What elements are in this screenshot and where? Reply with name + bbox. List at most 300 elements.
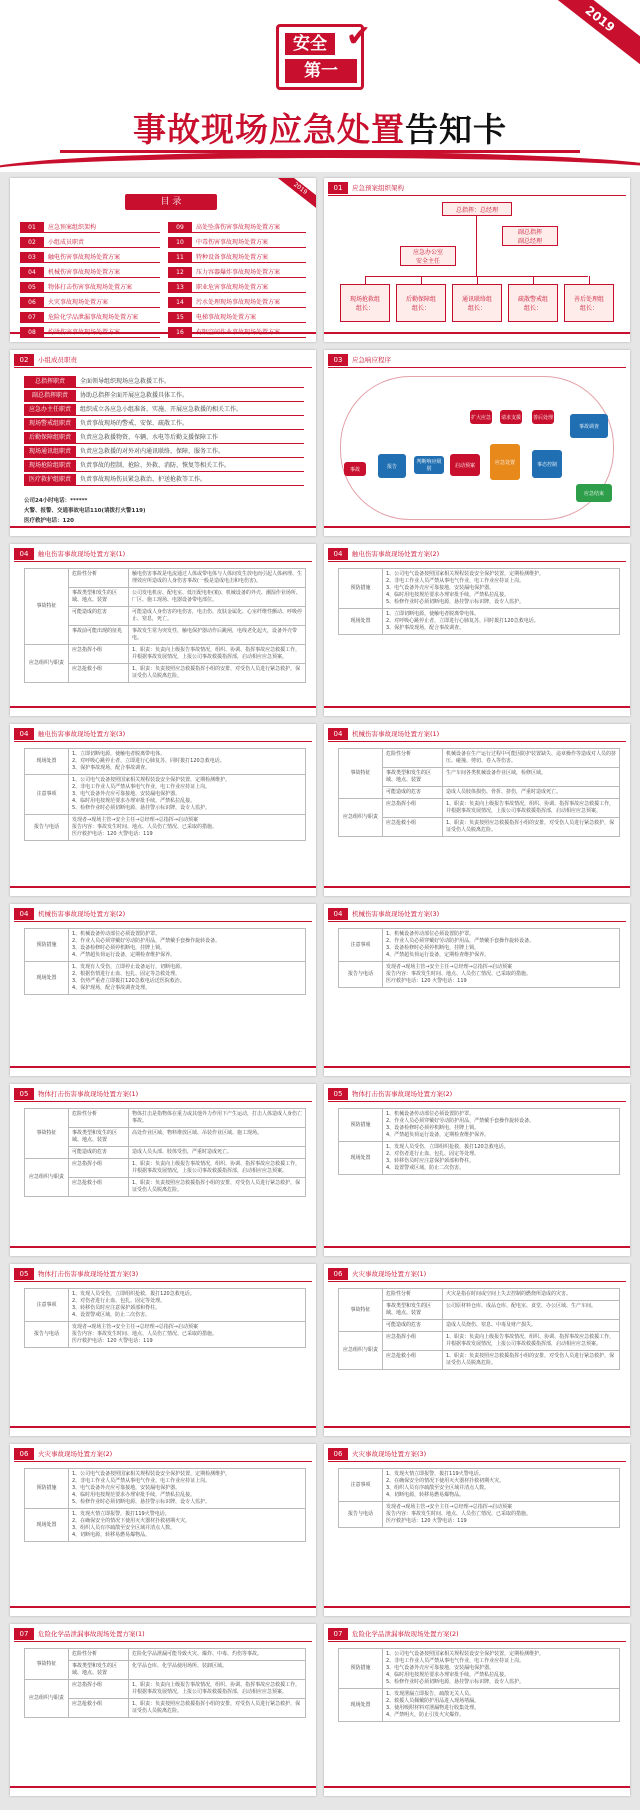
section-title: 应急预案组织架构: [352, 184, 404, 192]
row-label: 应急抢救小组: [69, 1699, 129, 1718]
toc-item[interactable]: [20, 282, 160, 293]
row-text: 1、机械设备传动部位必须设置防护罩。 2、作业人员必须穿戴好劳动防护用品，严禁戴手套操作旋转设备。 3、设备检修时必须停机断电，挂牌上锁。 4、严禁超负荷运行设备，定期检查维护保养。: [69, 929, 306, 962]
toc-label: 电梯事故现场处置方案: [196, 314, 257, 321]
panel-footer: [10, 1426, 316, 1436]
row-text: 1、公司电气设备按照国家相关规程装设安全保护装置，定期检测维护。 2、非电工作业人员严禁从事电气作业，电工作业应持证上岗。 3、电气设备外壳应可靠接地，安装漏电保护器。 4、临时用电按规范要求办理审批手续，严禁私拉乱接。 5、检修作业时必须切断电源，悬挂警示标识牌，设专人监护。: [383, 569, 620, 609]
plan-table: [338, 568, 620, 635]
section-title: 物体打击伤害事故现场处置方案(2): [352, 1090, 453, 1098]
section-title: 火灾事故现场处置方案(1): [352, 1270, 427, 1278]
org-group: 疏散警戒组 组长：: [508, 284, 558, 322]
row-label: 可能造成的危害: [383, 1320, 443, 1332]
row-text: 1、职责：负责按照应急救援指挥小组的安排，对受伤人员进行紧急救护，保证受伤人员脱离危险。: [443, 818, 620, 837]
toc-item[interactable]: [20, 252, 160, 263]
toc-number: 01: [20, 222, 44, 233]
flow-container: [340, 376, 614, 520]
toc-label: 有限空间作业事故现场处置方案: [196, 329, 281, 336]
plan-table: [24, 1288, 306, 1348]
toc-number: 16: [168, 327, 192, 338]
section-title: 小组成员职责: [38, 356, 77, 364]
panel-footer: [10, 1246, 316, 1256]
section-title: 火灾事故现场处置方案(3): [352, 1450, 427, 1458]
row-text: 1、立即切断电源，使触电者脱离带电体。 2、对呼吸心跳停止者，立即进行心肺复苏，同时拨打120急救电话。 3、保护事故现场，配合事故调查。: [69, 749, 306, 775]
table-row: [339, 609, 620, 635]
plan-table: [24, 1648, 306, 1718]
table-row: [25, 1649, 306, 1661]
plan-panel: [324, 724, 630, 896]
toc-label: 应急预案组织架构: [48, 224, 97, 231]
row-text: 化学品仓库、化学品使用场所、装卸区域。: [129, 1661, 306, 1680]
row-text: 触电伤害事故是电流通过人体或带电体与人体间发生放电而引起人体病理、生理效应所造成的人身伤害事故(一般是造成电击和电伤害)。: [129, 569, 306, 588]
row-text: 1、立即切断电源，使触电者脱离带电体。 2、对呼吸心跳停止者，立即进行心肺复苏，同时拨打120急救电话。 3、保护事故现场，配合事故调查。: [383, 609, 620, 635]
duty-row: [24, 418, 304, 430]
row-text: 1、职责：负责向上级报告事故情况，组织、协调、指挥事故应急救援工作，并根据事故发展情况，上报公司事故救援指挥部，启动相应应急预案。: [443, 799, 620, 818]
flow-node: 报告: [378, 454, 406, 478]
toc-label: 高处坠落伤害事故现场处置方案: [196, 224, 281, 231]
toc-item[interactable]: [20, 222, 160, 233]
header-line: [14, 561, 312, 562]
row-label: 应急抢救小组: [383, 1351, 443, 1370]
toc-item[interactable]: [20, 237, 160, 248]
toc-label: 特种设备事故现场处置方案: [196, 254, 269, 261]
section-number: 03: [328, 354, 348, 366]
plan-content: [24, 568, 306, 702]
badge-top: 安全: [285, 33, 335, 55]
row-text: 1、公司电气设备按照国家相关规程装设安全保护装置，定期检测维护。 2、非电工作业人员严禁从事电气作业，电工作业应持证上岗。 3、电气设备外壳应可靠接地，安装漏电保护器。 4、临时用电按规范要求办理审批手续，严禁私拉乱接。 5、检修作业时必须切断电源，悬挂警示标识牌，设专人监护。: [383, 1649, 620, 1689]
toc-number: 04: [20, 267, 44, 278]
header-line: [14, 1641, 312, 1642]
row-text: 发现者→现场主管→安全主任→总经理→总指挥→启动预案 报告内容：事故发生时间、地点、人员伤亡情况、已采取的措施。 医疗救护电话：120 火警电话：119: [383, 962, 620, 988]
row-text: 1、职责：负责按照应急救援指挥小组的安排，对受伤人员进行紧急救护，保证受伤人员脱离危险。: [129, 664, 306, 683]
duty-label: 现场警戒组职责: [24, 418, 76, 430]
duty-row: [24, 460, 304, 472]
section-number: 04: [14, 548, 34, 560]
header-line: [14, 1281, 312, 1282]
row-text: 发现者→现场主管→安全主任→总经理→总指挥→启动预案 报告内容：事故发生时间、地点、人员伤亡情况、已采取的措施。 医疗救护电话：120 火警电话：119: [69, 1322, 306, 1348]
duty-label: 总指挥职责: [24, 376, 76, 388]
table-row: [339, 1109, 620, 1142]
section-label: 预防措施: [339, 1109, 383, 1142]
section-label: 事故特征: [25, 1109, 69, 1159]
plan-content: [338, 1468, 620, 1602]
plan-content: [338, 1108, 620, 1242]
toc-label: 危险化学品泄漏事故现场处置方案: [48, 314, 139, 321]
row-text: 1、职责：负责向上级报告事故情况，组织、协调、指挥事故应急救援工作，并根据事故发展情况，上报公司事故救援指挥部，启动相应应急预案。: [129, 1159, 306, 1178]
row-label: 事故类型和发生的区域、地点、装置: [69, 1661, 129, 1680]
header-line: [14, 921, 312, 922]
flow-panel: [324, 350, 630, 536]
row-label: 危险性分析: [69, 569, 129, 588]
row-label: 应急指挥小组: [69, 1159, 129, 1178]
phone-line-1: 公司24小时电话：******: [24, 498, 88, 504]
section-label: 现场处置: [25, 1509, 69, 1542]
plan-panel: [10, 1624, 316, 1796]
row-text: 发现者→现场主管→安全主任→总经理→总指挥→启动预案 报告内容：事故发生时间、地点、人员伤亡情况、已采取的措施。 医疗救护电话：120 火警电话：119: [383, 1502, 620, 1528]
toc-number: 07: [20, 312, 44, 323]
flow-node: 事故: [344, 462, 366, 476]
duty-row: [24, 376, 304, 388]
plan-panel: [324, 544, 630, 716]
toc-number: 13: [168, 282, 192, 293]
connector: [365, 276, 366, 284]
toc-item[interactable]: [168, 267, 306, 278]
check-icon: ✔: [345, 19, 371, 54]
section-number: 01: [328, 182, 348, 194]
plan-content: [24, 1468, 306, 1602]
page-title: [60, 104, 580, 149]
row-label: 危险性分析: [69, 1649, 129, 1661]
duty-text: 组织成立各应急小组准备、实施、开展应急救援的相关工作。: [80, 406, 243, 413]
section-number: 04: [328, 728, 348, 740]
plan-panel: [324, 904, 630, 1076]
row-label: 事故类型和发生的区域、地点、装置: [383, 768, 443, 787]
duty-text: 负责应急救援的对外对内通讯联络、保障、服务工作。: [80, 448, 225, 455]
toc-number: 14: [168, 297, 192, 308]
header-line: [14, 741, 312, 742]
duty-text: 全面领导组织现场应急救援工作。: [80, 378, 171, 385]
section-label: 现场处置: [25, 962, 69, 995]
section-title: 火灾事故现场处置方案(2): [38, 1450, 113, 1458]
table-row: [339, 1649, 620, 1689]
table-row: [339, 1689, 620, 1722]
toc-item[interactable]: [20, 267, 160, 278]
section-label: 现场处置: [339, 1689, 383, 1722]
row-text: 1、公司电气设备按照国家相关规程装设安全保护装置，定期检测维护。 2、非电工作业人员严禁从事电气作业，电工作业应持证上岗。 3、电气设备外壳应可靠接地，安装漏电保护器。 4、临时用电按规范要求办理审批手续，严禁私拉乱接。 5、检修作业时必须切断电源，悬挂警示标识牌，设专人监护。: [69, 775, 306, 815]
row-label: 事故类型和发生的区域、地点、装置: [69, 588, 129, 607]
plan-panel: [10, 904, 316, 1076]
toc-item[interactable]: [168, 297, 306, 308]
org-group: 善后处理组 组长：: [564, 284, 614, 322]
section-title: 物体打击伤害事故现场处置方案(1): [38, 1090, 139, 1098]
table-row: [339, 1502, 620, 1528]
table-row: [339, 1289, 620, 1301]
duty-row: [24, 432, 304, 444]
section-label: 应急组织与职责: [25, 1159, 69, 1197]
section-number: 06: [14, 1448, 34, 1460]
row-label: 应急指挥小组: [69, 1680, 129, 1699]
duty-label: 副总指挥职责: [24, 390, 76, 402]
row-text: 物体打击是指物体在重力或其他外力作用下产生运动，打击人体造成人身伤亡事故。: [129, 1109, 306, 1128]
title-red: 事故现场应急处置: [133, 110, 405, 149]
plan-panel: [10, 724, 316, 896]
table-row: [339, 1469, 620, 1502]
table-row: [339, 749, 620, 768]
table-row: [339, 1142, 620, 1175]
connector: [589, 276, 590, 284]
toc-item[interactable]: [168, 222, 306, 233]
panel-footer: [324, 1606, 630, 1616]
panel-footer: [10, 886, 316, 896]
row-text: 事故发生常为突发性，触电保护器动作后跳闸，电线老化起火，设备外壳带电。: [129, 626, 306, 645]
plan-table: [24, 568, 306, 683]
plan-content: [338, 748, 620, 882]
row-text: 1、发现人员受伤，立即组织抢救，拨打120急救电话。 2、对伤者进行止血、包扎、固定等处理。 3、转移伤员时应注意保护颈部和脊柱。 4、设置警戒区域，防止二次伤害。: [69, 1289, 306, 1322]
toc-label: 灼烫伤害事故现场处置方案: [48, 329, 121, 336]
plan-content: [24, 1108, 306, 1242]
section-title: 物体打击伤害事故现场处置方案(3): [38, 1270, 139, 1278]
toc-number: 12: [168, 267, 192, 278]
plan-content: [24, 748, 306, 882]
flow-node: 应急结束: [576, 484, 612, 502]
section-title: 触电伤害事故现场处置方案(1): [38, 550, 126, 558]
toc-item[interactable]: [168, 237, 306, 248]
section-label: 现场处置: [339, 1142, 383, 1175]
flow-node: 应急处置: [490, 444, 520, 480]
connector: [421, 276, 422, 284]
toc-year-ribbon: 2019: [273, 178, 316, 211]
section-number: 06: [328, 1268, 348, 1280]
plan-content: [24, 1288, 306, 1422]
plan-panel: [324, 1444, 630, 1616]
section-label: 应急组织与职责: [339, 799, 383, 837]
table-row: [339, 1332, 620, 1351]
section-label: 现场处置: [25, 749, 69, 775]
row-text: 公司发电机房、配电室、低压配电柜(箱)、机械设备的外壳、潮湿作业场所、厂区、施工现场、电器设备带电部位。: [129, 588, 306, 607]
org-panel: [324, 178, 630, 342]
toc-number: 05: [20, 282, 44, 293]
toc-number: 02: [20, 237, 44, 248]
section-label: 注意事项: [25, 775, 69, 815]
row-text: 1、职责：负责按照应急救援指挥小组的安排，对受伤人员进行紧急救护，保证受伤人员脱离危险。: [129, 1699, 306, 1718]
toc-panel: [10, 178, 316, 342]
table-row: [339, 799, 620, 818]
table-row: [339, 962, 620, 988]
connector: [476, 216, 477, 276]
section-label: 预防措施: [25, 1469, 69, 1509]
section-label: 注意事项: [339, 929, 383, 962]
toc-item[interactable]: [168, 282, 306, 293]
flow-node: 事态控制: [532, 450, 562, 478]
phone-line-3: 医疗救护电话：120: [24, 518, 74, 524]
row-label: 应急指挥小组: [383, 1332, 443, 1351]
table-row: [25, 1159, 306, 1178]
table-row: [25, 749, 306, 775]
duty-text: 负责事故现场的警戒、安保、疏散工作。: [80, 420, 189, 427]
panel-footer: [324, 1066, 630, 1076]
duty-label: 后勤保障组职责: [24, 432, 76, 444]
flow-node: 事故调查: [570, 414, 608, 438]
plan-panel: [10, 544, 316, 716]
badge-bottom: 第一: [285, 59, 357, 83]
org-office: 应急办公室 安全主任: [400, 246, 456, 266]
header-line: [328, 195, 626, 196]
toc-number: 09: [168, 222, 192, 233]
panel-footer: [324, 526, 630, 536]
plan-panel: [324, 1624, 630, 1796]
table-row: [25, 929, 306, 962]
toc-number: 10: [168, 237, 192, 248]
plan-content: [24, 1648, 306, 1782]
plan-table: [338, 1288, 620, 1370]
header-line: [328, 741, 626, 742]
section-label: 应急组织与职责: [25, 645, 69, 683]
plan-table: [24, 1108, 306, 1197]
section-number: 04: [14, 908, 34, 920]
header-line: [328, 367, 626, 368]
panel-footer: [324, 886, 630, 896]
toc-title: 目 录: [125, 194, 217, 210]
panel-footer: [10, 1786, 316, 1796]
row-text: 1、发现火情立即报警，拨打119火警电话。 2、在确保安全的情况下使用灭火器材扑救初期火灾。 3、组织人员有序疏散至安全区域并清点人数。 4、切断电源，转移易燃易爆物品。: [383, 1469, 620, 1502]
row-label: 事故类型和发生的区域、地点、装置: [383, 1301, 443, 1320]
duty-label: 现场通讯组职责: [24, 446, 76, 458]
table-row: [25, 1322, 306, 1348]
title-black: 告知卡: [405, 110, 507, 149]
section-number: 07: [328, 1628, 348, 1640]
section-label: 应急组织与职责: [339, 1332, 383, 1370]
duty-label: 现场抢险组职责: [24, 460, 76, 472]
section-label: 报告与电话: [339, 962, 383, 988]
plan-table: [338, 928, 620, 988]
row-text: 1、职责：负责向上级报告事故情况，组织、协调、指挥事故应急救援工作，并根据事故发展情况，上报公司事故救援指挥部，启动相应应急预案。: [129, 1680, 306, 1699]
plan-content: [24, 928, 306, 1062]
row-text: 1、机械设备传动部位必须设置防护罩。 2、作业人员必须穿戴好劳动防护用品，严禁戴手套操作旋转设备。 3、设备检修时必须停机断电，挂牌上锁。 4、严禁超负荷运行设备，定期检查维护保养。: [383, 1109, 620, 1142]
toc-label: 火灾事故现场处置方案: [48, 299, 109, 306]
toc-label: 污水处理现场事故现场处置方案: [196, 299, 281, 306]
section-label: 注意事项: [339, 1469, 383, 1502]
section-number: 02: [14, 354, 34, 366]
panel-footer: [10, 1606, 316, 1616]
header-line: [14, 367, 312, 368]
panel-footer: [10, 706, 316, 716]
plan-table: [24, 1468, 306, 1542]
connector: [533, 276, 534, 284]
section-title: 机械伤害事故现场处置方案(1): [352, 730, 440, 738]
section-label: 应急组织与职责: [25, 1680, 69, 1718]
table-row: [25, 815, 306, 841]
row-text: 1、职责：负责向上级报告事故情况，组织、协调、指挥事故应急救援工作，并根据事故发展情况，上报公司事故救援指挥部，启动相应应急预案。: [129, 645, 306, 664]
toc-number: 11: [168, 252, 192, 263]
section-number: 05: [14, 1088, 34, 1100]
toc-number: 06: [20, 297, 44, 308]
duty-row: [24, 474, 304, 486]
table-row: [25, 962, 306, 995]
row-text: 1、职责：负责按照应急救援指挥小组的安排，对受伤人员进行紧急救护，保证受伤人员脱离危险。: [129, 1178, 306, 1197]
duty-text: 负责应急救援物资、车辆、水电等后勤支援保障工作: [80, 434, 219, 441]
section-label: 预防措施: [25, 929, 69, 962]
toc-label: 机械伤害事故现场处置方案: [48, 269, 121, 276]
plan-panel: [324, 1084, 630, 1256]
header-line: [328, 1101, 626, 1102]
panel-footer: [324, 1246, 630, 1256]
table-row: [25, 1109, 306, 1128]
toc-item[interactable]: [168, 327, 306, 338]
year-ribbon: 2019: [538, 0, 640, 71]
toc-item[interactable]: [20, 312, 160, 323]
phone-line-2: 火警、报警、交通事故电话110(请拨打火警119): [24, 508, 146, 514]
section-title: 机械伤害事故现场处置方案(2): [38, 910, 126, 918]
safety-first-badge: [276, 19, 371, 90]
section-label: 注意事项: [25, 1289, 69, 1322]
plan-table: [338, 1108, 620, 1175]
plan-panel: [324, 1264, 630, 1436]
row-label: 危险性分析: [383, 1289, 443, 1301]
table-row: [25, 775, 306, 815]
header-line: [328, 1461, 626, 1462]
header-line: [328, 921, 626, 922]
toc-number: 15: [168, 312, 192, 323]
section-number: 04: [328, 908, 348, 920]
panel-footer: [324, 332, 630, 342]
row-text: 可能造成人身伤害的电伤害，电击伤、皮肤金属化、心室纤维性颤动、呼吸停止、窒息，死亡。: [129, 607, 306, 626]
section-number: 07: [14, 1628, 34, 1640]
flow-node: 判断响应级别: [414, 456, 444, 474]
row-text: 1、发现泄漏立即报告，疏散无关人员。 2、救援人员佩戴防护用品进入现场堵漏。 3、使用吸附材料对泄漏物进行收集处理。 4、严禁明火，防止引发火灾爆炸。: [383, 1689, 620, 1722]
row-label: 应急抢救小组: [383, 818, 443, 837]
row-label: 事故前可能出现的征兆: [69, 626, 129, 645]
toc-item[interactable]: [168, 312, 306, 323]
row-text: 1、公司电气设备按照国家相关规程装设安全保护装置，定期检测维护。 2、非电工作业人员严禁从事电气作业，电工作业应持证上岗。 3、电气设备外壳应可靠接地，安装漏电保护器。 4、临时用电按规范要求办理审批手续，严禁私拉乱接。 5、检修作业时必须切断电源，悬挂警示标识牌，设专人监护。: [69, 1469, 306, 1509]
panel-footer: [324, 706, 630, 716]
flow-node: 启动预案: [450, 454, 480, 476]
header-line: [328, 1281, 626, 1282]
toc-item[interactable]: [20, 327, 160, 338]
table-row: [339, 929, 620, 962]
row-label: 危险性分析: [383, 749, 443, 768]
row-text: 生产车间各类机械设备作业区域，检修区域。: [443, 768, 620, 787]
org-group: 通讯联络组 组长：: [452, 284, 502, 322]
section-title: 机械伤害事故现场处置方案(3): [352, 910, 440, 918]
org-vice: 副总指挥 副总经理: [502, 226, 558, 246]
table-row: [25, 569, 306, 588]
table-row: [25, 1469, 306, 1509]
toc-number: 03: [20, 252, 44, 263]
section-title: 触电伤害事故现场处置方案(3): [38, 730, 126, 738]
org-top: 总指挥：总经理: [442, 202, 512, 216]
table-row: [339, 569, 620, 609]
plan-table: [338, 748, 620, 837]
duty-panel: [10, 350, 316, 536]
plan-panel: [10, 1444, 316, 1616]
plan-table: [24, 928, 306, 995]
row-text: 造成人员头部、肢体受伤，严重时造成死亡。: [129, 1147, 306, 1159]
panel-footer: [324, 1786, 630, 1796]
row-text: 机械设备在生产运行过程中可能因防护装置缺失、违章操作等造成对人员的挤压、碰撞、剪切、卷入等伤害。: [443, 749, 620, 768]
row-label: 应急指挥小组: [69, 645, 129, 664]
row-label: 事故类型和发生的区域、地点、装置: [69, 1128, 129, 1147]
toc-item[interactable]: [168, 252, 306, 263]
table-row: [25, 1289, 306, 1322]
row-text: 高处作业区域、物料堆放区域、吊装作业区域、施工现场。: [129, 1128, 306, 1147]
plan-content: [338, 568, 620, 702]
toc-item[interactable]: [20, 297, 160, 308]
duty-row: [24, 446, 304, 458]
panel-footer: [10, 526, 316, 536]
plan-table: [338, 1468, 620, 1528]
row-label: 应急抢救小组: [69, 664, 129, 683]
duty-text: 协助总指挥全面开展应急救援具体工作。: [80, 392, 189, 399]
section-label: 事故特征: [25, 1649, 69, 1680]
decorative-swoosh: [0, 152, 640, 172]
plan-panel: [10, 1084, 316, 1256]
section-label: 预防措施: [339, 569, 383, 609]
header-line: [14, 1101, 312, 1102]
toc-number: 08: [20, 327, 44, 338]
section-title: 危险化学品泄漏事故现场处置方案(2): [352, 1630, 459, 1638]
row-label: 可能造成的危害: [69, 607, 129, 626]
duty-label: 应急办主任职责: [24, 404, 76, 416]
section-label: 报告与电话: [339, 1502, 383, 1528]
row-text: 1、发现火情立即报警，拨打119火警电话。 2、在确保安全的情况下使用灭火器材扑救初期火灾。 3、组织人员有序疏散至安全区域并清点人数。 4、切断电源，转移易燃易爆物品。: [69, 1509, 306, 1542]
row-text: 公司原材料仓库、成品仓库、配电室、食堂、办公区域、生产车间。: [443, 1301, 620, 1320]
row-text: 1、发现人员受伤，立即组织抢救，拨打120急救电话。 2、对伤者进行止血、包扎、固定等处理。 3、转移伤员时应注意保护颈部和脊柱。 4、设置警戒区域，防止二次伤害。: [383, 1142, 620, 1175]
section-label: 预防措施: [339, 1649, 383, 1689]
header-line: [328, 1641, 626, 1642]
section-label: 现场处置: [339, 609, 383, 635]
plan-content: [338, 1288, 620, 1422]
row-text: 危险化学品泄漏可能导致火灾、爆炸、中毒、灼伤等事故。: [129, 1649, 306, 1661]
row-label: 可能造成的危害: [69, 1147, 129, 1159]
section-label: 报告与电话: [25, 1322, 69, 1348]
